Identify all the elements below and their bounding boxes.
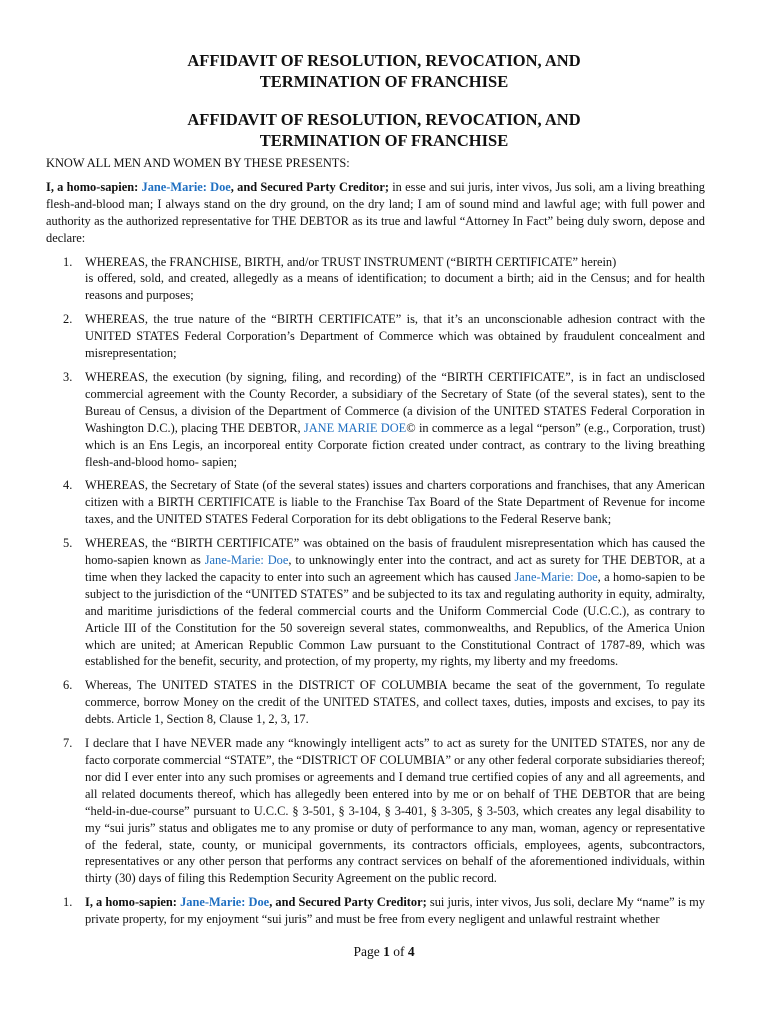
item-text: , to unknowingly enter into the contract, and act as surety for THE DEBTOR, at a time when they lacked the capacity to enter into such an agreement which has caused [85, 553, 705, 584]
item-text-line1: WHEREAS, the FRANCHISE, BIRTH, and/or TRUST INSTRUMENT (“BIRTH CERTIFICATE” herein) [85, 254, 617, 269]
item-number: 4. [63, 478, 73, 493]
document-heading [0, 109, 768, 151]
item-number: 3. [63, 369, 73, 384]
item-text: WHEREAS, the true nature of the “BIRTH CERTIFICATE” is, that it’s an unconscionable adhesion contract with the UNITED STATES Federal Corporation’s Department of Commerce which was obtained by fraudulent concealment and misrepresentation; [85, 312, 705, 361]
list-item [46, 369, 705, 470]
page-current: 1 [383, 944, 390, 959]
list-item [46, 894, 705, 928]
item-role: , and Secured Party Creditor; [269, 895, 427, 910]
document-heading-line-1: AFFIDAVIT OF RESOLUTION, REVOCATION, AND [187, 110, 581, 129]
party-name: Jane-Marie: Doe [204, 553, 289, 568]
item-number: 1. [63, 254, 73, 269]
intro-name: Jane-Marie: Doe [141, 179, 231, 194]
intro-paragraph [46, 179, 705, 247]
document-title-line-2: TERMINATION OF FRANCHISE [259, 72, 509, 91]
item-text: is offered, sold, and created, allegedly as a means of identification; to document a birth; aid in the Census; and for health reasons and purposes; [85, 271, 705, 303]
item-text: WHEREAS, the Secretary of State (of the several states) issues and charters corporations and franchises, that any American citizen with a BIRTH CERTIFICATE is liable to the Franchise Tax Board of the State Department of Revenue for income taxes, and the UNITED STATES Federal Corporation for its debt obligations to the Federal Reserve bank; [85, 478, 705, 527]
item-number: 1. [63, 895, 73, 910]
item-number: 5. [63, 536, 73, 551]
document-heading-line-2: TERMINATION OF FRANCHISE [259, 131, 509, 150]
document-body [46, 155, 705, 935]
item-text: WHEREAS, the “BIRTH CERTIFICATE” was obtained on the basis of fraudulent misrepresentation which has caused the homo-sapien known as [85, 536, 705, 568]
list-item [46, 254, 705, 305]
item-text: WHEREAS, the execution (by signing, filing, and recording) of the “BIRTH CERTIFICATE”, is in fact an undisclosed commercial agreement with the County Recorder, a subsidiary of the Secretary of State (of the several states), sent to the Bureau of Census, a division of the Department of Commerce (a division of the UNITED STATES Federal Corporation in Washington D.C.), placing THE DEBTOR, [85, 369, 705, 435]
page-footer [0, 944, 768, 960]
item-number: 6. [63, 678, 73, 693]
know-all-line: KNOW ALL MEN AND WOMEN BY THESE PRESENTS: [46, 156, 350, 170]
page-total: 4 [407, 944, 415, 959]
intro-text: in esse and sui juris, inter vivos, Jus soli, am a living breathing flesh-and-blood man; I always stand on the dry ground, on the dry land; I am of sound mind and lawful age; with full power and authority as the authorized representative for THE DEBTOR as its true and lawful “Attorney In Fact” being duly sworn, depose and declare: [46, 179, 705, 245]
debtor-name: JANE MARIE DOE [303, 420, 407, 435]
page-of-label: of [389, 944, 408, 959]
list-item [46, 677, 705, 728]
list-item [46, 311, 705, 362]
item-lead: I, a homo-sapien: [85, 895, 181, 910]
intro-lead: I, a homo-sapien: [46, 179, 142, 194]
list-item [46, 735, 705, 887]
intro-role: , and Secured Party Creditor; [230, 179, 389, 194]
item-number: 2. [63, 312, 73, 327]
document-title [0, 50, 768, 92]
item-number: 7. [63, 736, 73, 751]
item-text: I declare that I have NEVER made any “knowingly intelligent acts” to act as surety for the UNITED STATES, nor any de facto corporate commercial “STATE”, the “DISTRICT OF COLUMBIA” or any other federal corporate subsidiaries thereof; nor did I ever enter into any such promises or agreements and I demand true certified copies of any and all agreements, and all related documents thereof, which has allegedly been entered into by me or on behalf of THE DEBTOR that are being “held-in-due-course” pursuant to U.C.C. § 3-501, § 3-104, § 3-401, § 3-305, § 3-503, which creates any legal disability to my “sui juris” status and obligates me to any promise or duty of performance to any man, woman, agency or representative of the federal, state, county, or municipal governments, its contractors officials, employees, agents, subcontractors, representatives or any other person that performs any contract services on behalf of the aforementioned individuals, within thirty (30) days of filing this Redemption Security Agreement on the public record. [85, 736, 705, 886]
list-item [46, 535, 705, 670]
item-text: sui juris, inter vivos, Jus soli, declare My “name” is my private property, for my enjoyment “sui juris” and must be free from every negligent and unlawful restraint whether [85, 895, 705, 927]
item-text: Whereas, The UNITED STATES in the DISTRICT OF COLUMBIA became the seat of the government, To regulate commerce, borrow Money on the credit of the UNITED STATES, and collect taxes, duties, imposts and excises, to pay its debts. Article 1, Section 8, Clause 1, 2, 3, 17. [85, 678, 705, 727]
whereas-list [46, 254, 705, 929]
item-text: , a homo-sapien to be subject to the jurisdiction of the “UNITED STATES” and be subjected to its tax and regulating authority in equity, admiralty, and maritime jurisdictions of the federal commercial courts and the Uniform Commercial Code (U.C.C.), as contrary to Article III of the Constitution for the 50 sovereign several states, commonwealths, and Republics, of the America Union which are united; at American Republic Common Law pursuant to the Constitutional Contract of 1787-89, which was established for the benefit, security, and protection, of my property, my rights, my liberty and my freedoms. [85, 569, 705, 669]
page-label: Page [353, 944, 384, 959]
party-name: Jane-Marie: Doe [514, 569, 598, 584]
item-text: © in commerce as a legal “person” (e.g., Corporation, trust) which is an Ens Legis, an incorporeal entity Corporate fiction created under contract, as contrary to the living breathing flesh-and-blood homo- sapien; [85, 420, 705, 469]
document-title-line-1: AFFIDAVIT OF RESOLUTION, REVOCATION, AND [187, 51, 581, 70]
party-name: Jane-Marie: Doe [180, 895, 270, 910]
list-item [46, 477, 705, 528]
